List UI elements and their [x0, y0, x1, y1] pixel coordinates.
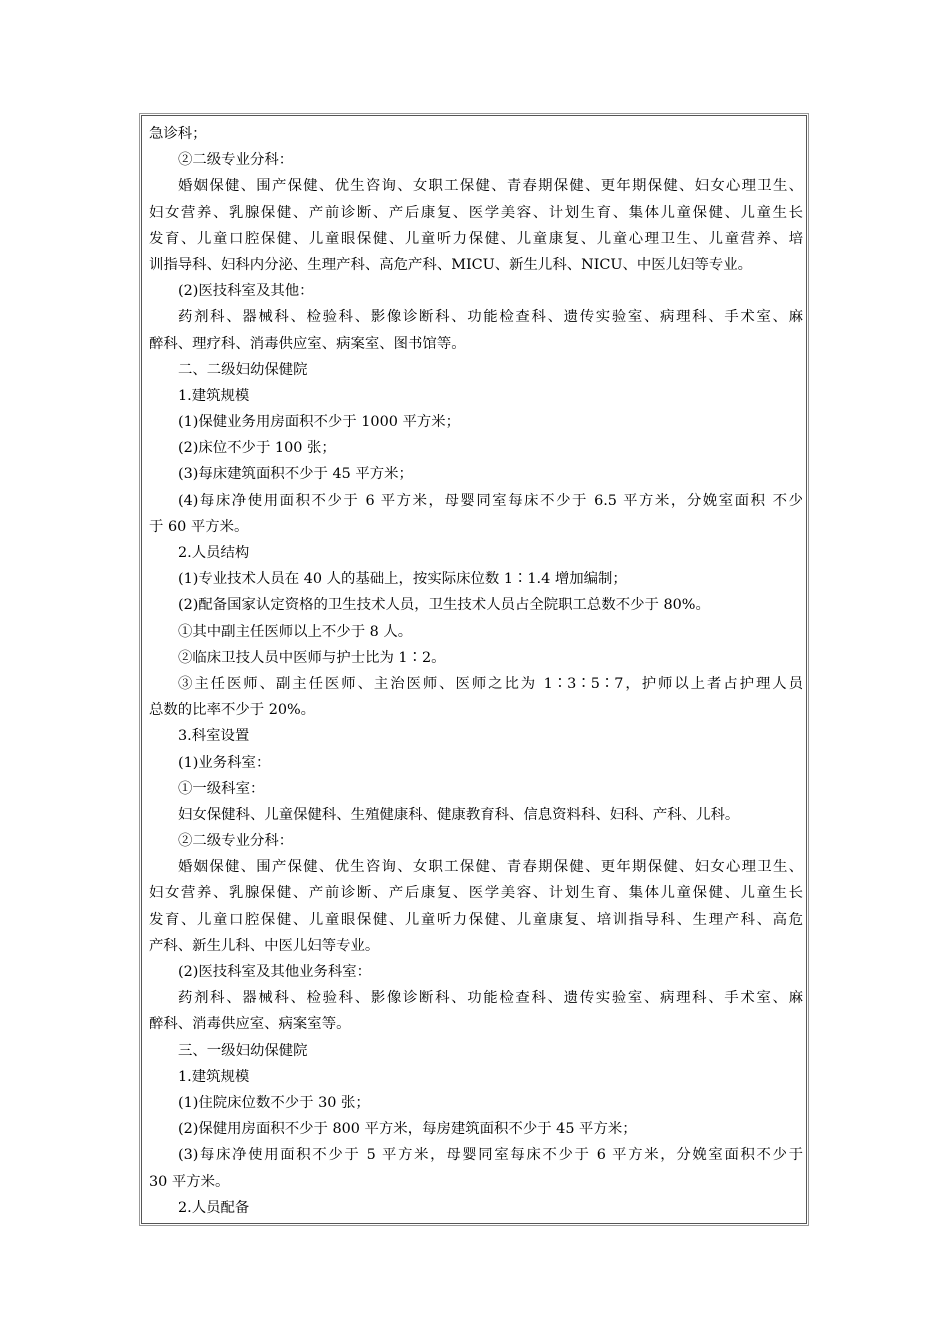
text-line: 训指导科、妇科内分泌、生理产科、高危产科、MICU、新生儿科、NICU、中医儿妇等专业。: [149, 256, 753, 273]
text-line: 药剂科、器械科、检验科、影像诊断科、功能检查科、遗传实验室、病理科、手术室、麻: [178, 990, 803, 1007]
text-line: (2)保健用房面积不少于 800 平方米，每房建筑面积不少于 45 平方米；: [178, 1121, 637, 1138]
text-line: 妇女保健科、儿童保健科、生殖健康科、健康教育科、信息资料科、妇科、产科、儿科。: [178, 806, 740, 823]
text-line: (1)专业技术人员在 40 人的基础上，按实际床位数 1∶1.4 增加编制；: [178, 571, 627, 588]
subheading: 2.人员结构: [178, 545, 250, 561]
text-line: 婚姻保健、围产保健、优生咨询、女职工保健、青春期保健、更年期保健、妇女心理卫生、: [178, 178, 803, 195]
text-line: (3)每床建筑面积不少于 45 平方米；: [178, 466, 413, 483]
text-line: 妇女营养、乳腺保健、产前诊断、产后康复、医学美容、计划生育、集体儿童保健、儿童生长: [149, 885, 803, 902]
text-line: ①其中副主任医师以上不少于 8 人。: [178, 623, 413, 640]
text-line: 药剂科、器械科、检验科、影像诊断科、功能检查科、遗传实验室、病理科、手术室、麻: [178, 309, 803, 326]
document-body: [149, 121, 803, 1221]
text-line: 总数的比率不少于 20%。: [149, 702, 316, 719]
subheading: ②二级专业分科：: [178, 152, 294, 169]
text-line: (1)住院床位数不少于 30 张；: [178, 1094, 370, 1111]
subheading: ①一级科室：: [178, 780, 265, 797]
subheading: 2.人员配备: [178, 1199, 250, 1216]
subheading: 1.建筑规模: [178, 387, 250, 404]
subheading: (2)医技科室及其他业务科室：: [178, 964, 372, 980]
text-line: ②临床卫技人员中医师与护士比为 1∶2。: [178, 649, 446, 666]
text-line: 急诊科；: [149, 126, 207, 142]
text-line: (1)保健业务用房面积不少于 1000 平方米；: [178, 414, 461, 431]
text-line: 醉科、理疗科、消毒供应室、病案室、图书馆等。: [149, 335, 466, 352]
text-line: (2)配备国家认定资格的卫生技术人员，卫生技术人员占全院职工总数不少于 80%。: [178, 597, 710, 614]
text-line: 婚姻保健、围产保健、优生咨询、女职工保健、青春期保健、更年期保健、妇女心理卫生、: [178, 859, 803, 876]
text-line: 发育、儿童口腔保健、儿童眼保健、儿童听力保健、儿童康复、培训指导科、生理产科、高危: [149, 911, 803, 928]
text-line: ③主任医师、副主任医师、主治医师、医师之比为 1∶3∶5∶7，护师以上者占护理人员: [178, 675, 803, 692]
text-line: 妇女营养、乳腺保健、产前诊断、产后康复、医学美容、计划生育、集体儿童保健、儿童生长: [149, 204, 803, 221]
subheading: 3.科室设置: [178, 728, 250, 745]
text-line: (2)床位不少于 100 张；: [178, 440, 336, 457]
text-line: 产科、新生儿科、中医儿妇等专业。: [149, 937, 380, 954]
text-line: 于 60 平方米。: [149, 518, 249, 535]
section-heading: 三、一级妇幼保健院: [178, 1042, 308, 1059]
text-line: 发育、儿童口腔保健、儿童眼保健、儿童听力保健、儿童康复、儿童心理卫生、儿童营养、培: [149, 230, 803, 247]
text-line: (4)每床净使用面积不少于 6 平方米，母婴同室每床不少于 6.5 平方米，分娩室面积 不少: [178, 492, 803, 509]
subheading: (1)业务科室：: [178, 754, 271, 771]
subheading: ②二级专业分科：: [178, 833, 294, 850]
subheading: (2)医技科室及其他：: [178, 283, 314, 300]
subheading: 1.建筑规模: [178, 1068, 250, 1085]
section-heading: 二、二级妇幼保健院: [178, 361, 308, 378]
text-line: 30 平方米。: [149, 1173, 230, 1190]
text-line: (3)每床净使用面积不少于 5 平方米，母婴同室每床不少于 6 平方米，分娩室面积不少于: [178, 1147, 803, 1164]
text-line: 醉科、消毒供应室、病案室等。: [149, 1016, 351, 1033]
